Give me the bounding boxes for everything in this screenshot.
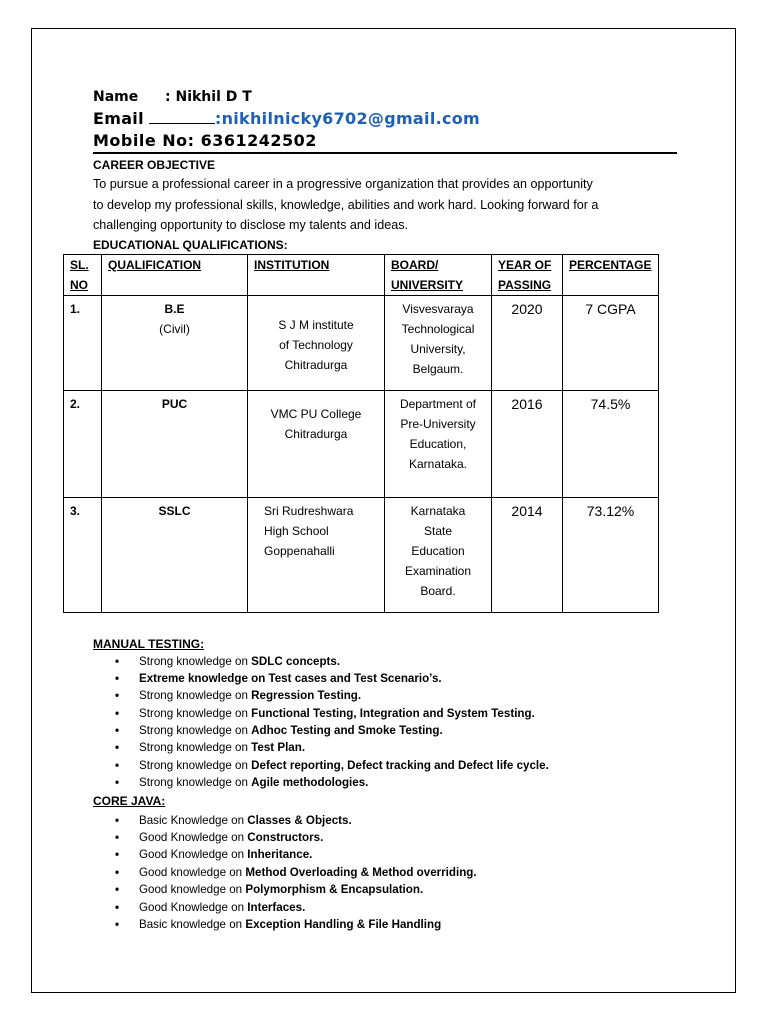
bullet-icon: • (115, 831, 120, 845)
career-objective-title: CAREER OBJECTIVE (93, 158, 216, 172)
bullet-icon: • (115, 689, 120, 703)
career-line: challenging opportunity to disclose my talents and ideas. (93, 218, 409, 232)
education-table (63, 254, 659, 613)
percentage-cell: 7 CGPA (563, 295, 659, 390)
percentage-cell: 74.5% (563, 390, 659, 497)
bullet-icon: • (115, 706, 120, 720)
career-line: To pursue a professional career in a progressive organization that provides an opportunity (93, 177, 593, 191)
list-item: • Good Knowledge on Constructors. (93, 829, 693, 846)
mobile-line: Mobile No: 6361242502 (93, 130, 677, 154)
sl-cell: 1. (64, 295, 102, 390)
header-cell: INSTITUTION (248, 254, 385, 295)
table-row (64, 390, 659, 497)
career-objective-text (93, 174, 683, 236)
bullet-icon: • (115, 654, 120, 668)
bullet-icon: • (115, 671, 120, 685)
qualification-cell: SSLC (102, 497, 248, 612)
sl-cell: 3. (64, 497, 102, 612)
qualification-cell: PUC (102, 390, 248, 497)
bullet-icon: • (115, 776, 120, 790)
resume-content (70, 86, 693, 933)
bullet-icon: • (115, 813, 120, 827)
list-item: • Strong knowledge on Test Plan. (93, 739, 693, 756)
manual-testing-title: MANUAL TESTING: (93, 636, 205, 651)
header-cell: PERCENTAGE (563, 254, 659, 295)
list-item: • Basic knowledge on Exception Handling & File Handling (93, 916, 693, 933)
board-cell: Karnataka State Education Examination Board. (385, 497, 492, 612)
list-item: • Extreme knowledge on Test cases and Test Scenario’s. (93, 670, 693, 687)
bullet-icon: • (115, 848, 120, 862)
list-item: • Good Knowledge on Inheritance. (93, 846, 693, 863)
name-label: Name (93, 89, 139, 105)
manual-testing-list (93, 653, 693, 792)
header-cell: BOARD/ UNIVERSITY (385, 254, 492, 295)
table-row (64, 295, 659, 390)
table-header-row (64, 254, 659, 295)
bullet-icon: • (115, 758, 120, 772)
email-link[interactable]: :nikhilnicky6702@gmail.com (214, 109, 481, 128)
board-cell: Department of Pre-University Education, Karnataka. (385, 390, 492, 497)
bullet-icon: • (115, 741, 120, 755)
list-item: • Strong knowledge on Defect reporting, Defect tracking and Defect life cycle. (93, 757, 693, 774)
bullet-icon: • (115, 900, 120, 914)
education-title: EDUCATIONAL QUALIFICATIONS: (93, 237, 288, 252)
name-value: : Nikhil D T (165, 89, 252, 105)
board-cell: Visvesvaraya Technological University, Belgaum. (385, 295, 492, 390)
table-row (64, 497, 659, 612)
year-cell: 2016 (492, 390, 563, 497)
institution-cell: VMC PU College Chitradurga (248, 390, 385, 497)
career-line: to develop my professional skills, knowledge, abilities and work hard. Looking forward for a (93, 197, 599, 212)
percentage-cell: 73.12% (563, 497, 659, 612)
header-cell: SL. NO (64, 254, 102, 295)
email-label: Email (93, 109, 144, 128)
bullet-icon: • (115, 724, 120, 738)
list-item: • Good Knowledge on Interfaces. (93, 899, 693, 916)
header-cell: QUALIFICATION (102, 254, 248, 295)
core-java-list (93, 812, 693, 934)
email-line (93, 108, 693, 130)
bullet-icon: • (115, 917, 120, 931)
core-java-title: CORE JAVA: (93, 793, 166, 808)
qualification-cell: B.E (Civil) (102, 295, 248, 390)
list-item: • Strong knowledge on SDLC concepts. (93, 653, 693, 670)
institution-cell: S J M institute of Technology Chitradurga (248, 295, 385, 390)
list-item: • Strong knowledge on Adhoc Testing and Smoke Testing. (93, 722, 693, 739)
name-line (93, 86, 693, 108)
year-cell: 2014 (492, 497, 563, 612)
header-cell: YEAR OF PASSING (492, 254, 563, 295)
list-item: • Strong knowledge on Functional Testing, Integration and System Testing. (93, 705, 693, 722)
list-item: • Strong knowledge on Agile methodologies. (93, 774, 693, 791)
list-item: • Strong knowledge on Regression Testing. (93, 687, 693, 704)
email-underline (149, 109, 215, 124)
bullet-icon: • (115, 865, 120, 879)
sl-cell: 2. (64, 390, 102, 497)
bullet-icon: • (115, 883, 120, 897)
year-cell: 2020 (492, 295, 563, 390)
list-item: • Basic Knowledge on Classes & Objects. (93, 812, 693, 829)
list-item: • Good knowledge on Polymorphism & Encapsulation. (93, 881, 693, 898)
institution-cell: Sri Rudreshwara High School Goppenahalli (248, 497, 385, 612)
list-item: • Good knowledge on Method Overloading & Method overriding. (93, 864, 693, 881)
